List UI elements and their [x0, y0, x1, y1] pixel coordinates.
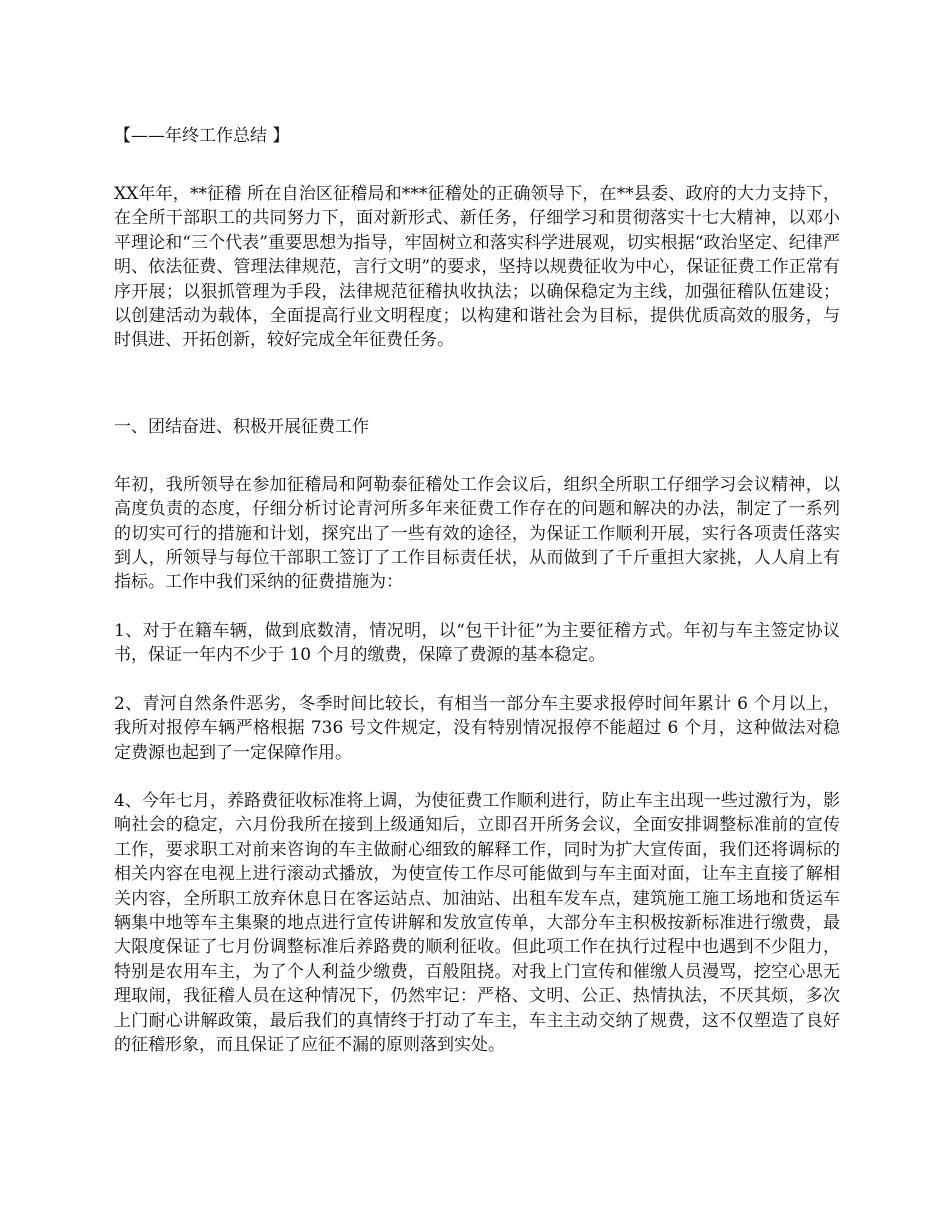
document-title: 【——年终工作总结 】	[114, 126, 290, 146]
list-item-4: 4、今年七月，养路费征收标准将上调，为使征费工作顺利进行，防止车主出现一些过激行为，影响社会的稳定，六月份我所在接到上级通知后，立即召开所务会议，全面安排调整标准前的宣传工作，要求职工对前来咨询的车主做耐心细致的解释工作，同时为扩大宣传面，我们还将调标的相关内容在电视上进行滚动式播放，为使宣传工作尽可能做到与车主面对面，让车主直接了解相关内容，全所职工放弃休息日在客运站点、加油站、出租车发车点，建筑施工施工场地和货运车辆集中地等车主集聚的地点进行宣传讲解和发放宣传单，大部分车主积极按新标准进行缴费，最大限度保证了七月份调整标准后养路费的顺利征收。但此项工作在执行过程中也遇到不少阻力，特别是农用车主，为了个人利益少缴费，百般阻挠。对我上门宣传和催缴人员漫骂，挖空心思无理取闹，我征稽人员在这种情况下，仍然牢记：严格、文明、公正、热情执法，不厌其烦，多次上门耐心讲解政策，最后我们的真情终于打动了车主，车主主动交纳了规费，这不仅塑造了良好的征稽形象，而且保证了应征不漏的原则落到实处。	[114, 790, 840, 1055]
section-heading: 一、团结奋进、积极开展征费工作	[114, 416, 369, 437]
spacer	[114, 595, 840, 619]
document-page	[114, 124, 840, 1057]
list-item-2: 2、青河自然条件恶劣，冬季时间比较长，有相当一部分车主要求报停时间年累计 6 个月以上，我所对报停车辆严格根据 736 号文件规定，没有特别情况报停不能超过 6 个月，这种做法对稳定费源也起到了一定保障作用。	[114, 693, 840, 763]
intro-paragraph: XX年年，**征稽 所在自治区征稽局和***征稽处的正确领导下，在**县委、政府的大力支持下，在全所干部职工的共同努力下，面对新形式、新任务，仔细学习和贯彻落实十七大精神，以邓小平理论和“三个代表”重要思想为指导，牢固树立和落实科学进展观，切实根据“政治坚定、纪律严明、依法征费、管理法律规范，言行文明”的要求，坚持以规费征收为中心，保证征费工作正常有序开展；以狠抓管理为手段，法律规范征稽执收执法；以确保稳定为主线，加强征稽队伍建设；以创建活动为载体，全面提高行业文明程度；以构建和谐社会为目标，提供优质高效的服务，与时俱进、开拓创新，较好完成全年征费任务。	[114, 184, 840, 351]
section-paragraph: 年初，我所领导在参加征稽局和阿勒泰征稽处工作会议后，组织全所职工仔细学习会议精神，以高度负责的态度，仔细分析讨论青河所多年来征费工作存在的问题和解决的办法，制定了一系列的切实可行的措施和计划，探究出了一些有效的途径，为保证工作顺利开展，实行各项责任落实到人，所领导与每位干部职工签订了工作目标责任状，从而做到了千斤重担大家挑，人人肩上有指标。工作中我们采纳的征费措施为：	[114, 474, 840, 593]
spacer	[114, 439, 840, 473]
spacer	[114, 668, 840, 692]
spacer	[114, 765, 840, 789]
spacer	[114, 353, 840, 415]
list-item-1: 1、对于在籍车辆，做到底数清，情况明，以“包干计征”为主要征稽方式。年初与车主签定协议书，保证一年内不少于 10 个月的缴费，保障了费源的基本稳定。	[114, 620, 840, 666]
